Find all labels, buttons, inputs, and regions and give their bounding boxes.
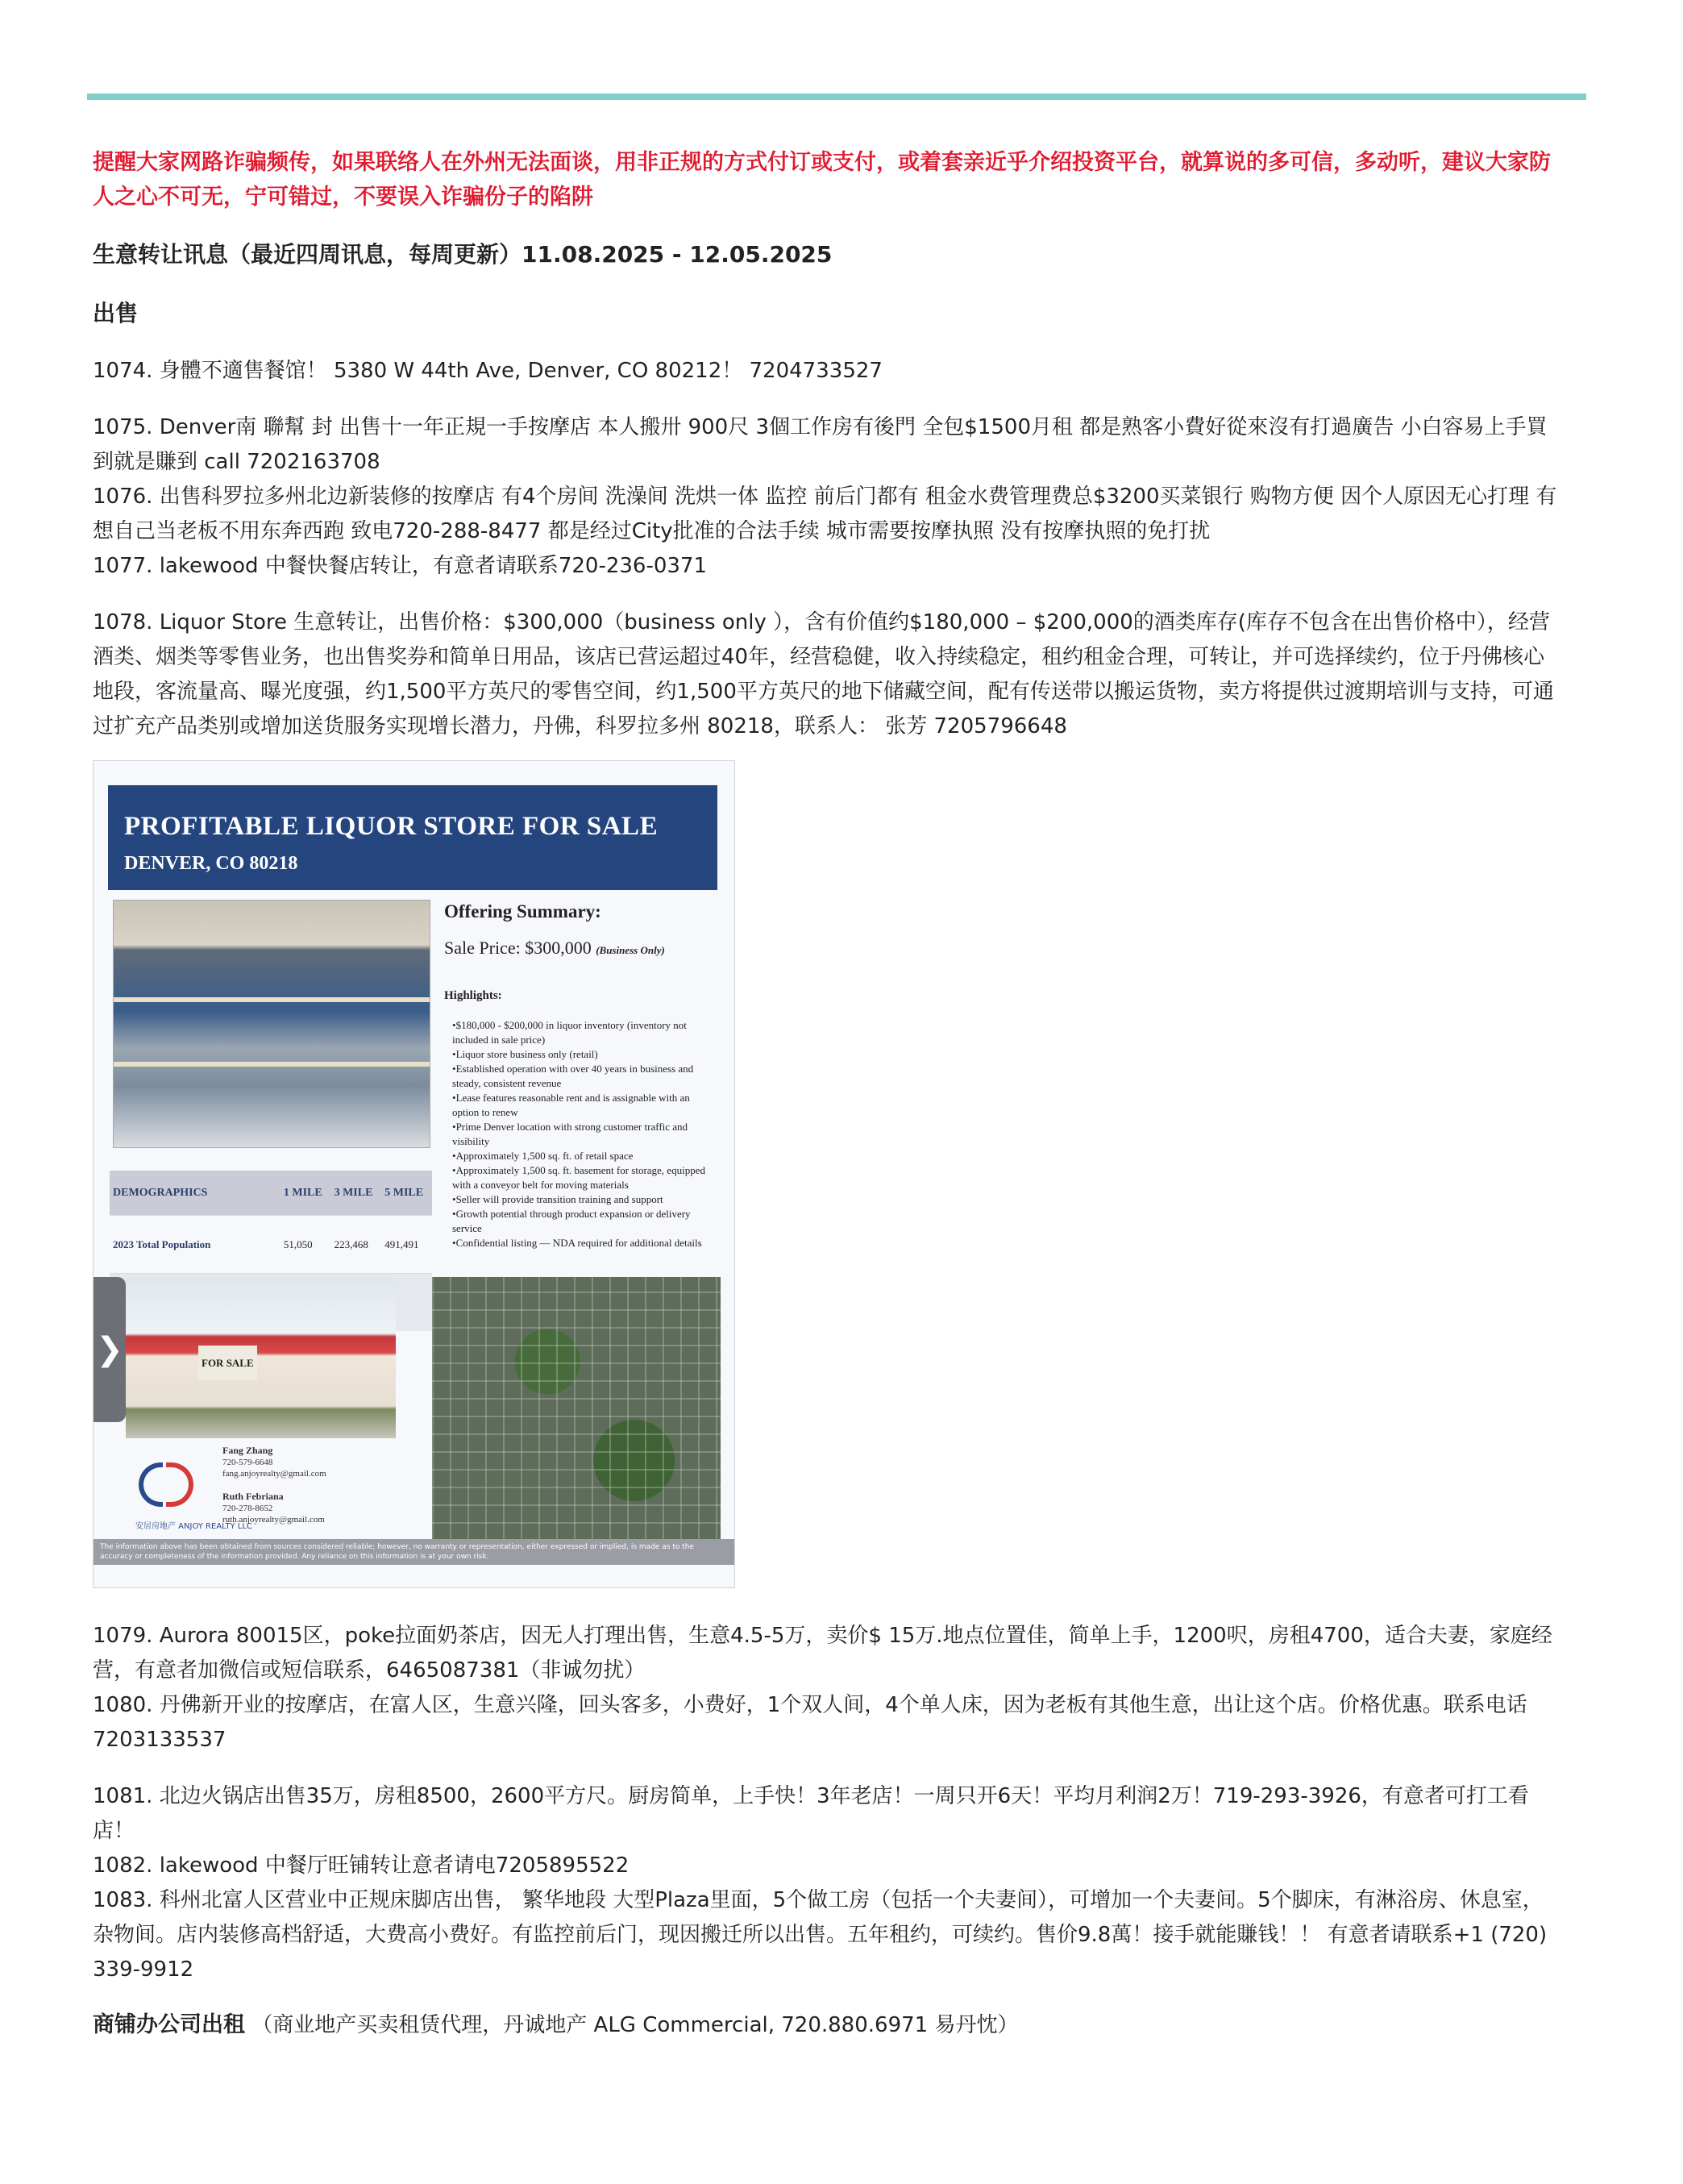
logo-text: 安居房地产 ANJOY REALTY LLC bbox=[135, 1522, 252, 1531]
list-item: 1078. Liquor Store 生意转让，出售价格：$300,000（business only ），含有价值约$180,000 – $200,000的酒类库存(库存不包含在出售价格中），经营酒类、烟类等零售业务，也出售奖券和简单日用品，该店已营运超过40年，经营稳健，收入持续稳定，租约租金合理，可转让，并可选择续约，位于丹佛核心地段，客流量高、曝光度强，约1,500平方英尺的零售空间，约1,500平方英尺的地下储藏空间，配有传送带以搬运货物，卖方将提供过渡期培训与支持，可通过扩充产品类别或增加送货服务实现增长潜力，丹佛，科罗拉多州 80218，联系人： 张芳 7205796648 bbox=[93, 610, 1554, 738]
next-arrow-button[interactable]: ❯ bbox=[94, 1277, 126, 1422]
highlights-list bbox=[444, 1018, 718, 1250]
table-header: DEMOGRAPHICS bbox=[110, 1171, 280, 1216]
listing-heading: 生意转让讯息（最近四周讯息，每周更新）11.08.2025 - 12.05.2025 bbox=[93, 241, 833, 268]
top-divider bbox=[87, 94, 1586, 100]
rent-section-note: （商业地产买卖租赁代理，丹诚地产 ALG Commercial, 720.880.6971 易丹忱） bbox=[251, 2013, 1019, 2037]
offer-title: Offering Summary: bbox=[444, 901, 601, 921]
contact-phone: 720-278-8652 bbox=[222, 1504, 273, 1513]
list-item: 1080. 丹佛新开业的按摩店，在富人区，生意兴隆，回头客多，小费好，1个双人间，4个单人床，因为老板有其他生意，出让这个店。价格优惠。联系电话7203133537 bbox=[93, 1693, 1527, 1752]
flyer-title: PROFITABLE LIQUOR STORE FOR SALE bbox=[124, 812, 659, 841]
list-item: 1076. 出售科罗拉多州北边新装修的按摩店 有4个房间 洗澡间 洗烘一体 监控 前后门都有 租金水费管理费总$3200买菜银行 购物方便 因个人原因无心打理 有想自己当老板不用东奔西跑 致电720-288-8477 都是经过City批准的合法手续 城市需要按摩执照 没有按摩执照的免打扰 bbox=[93, 485, 1557, 543]
highlight-item: • Prime Denver location with strong customer traffic and visibility bbox=[452, 1120, 718, 1149]
logo-d-shape bbox=[166, 1462, 193, 1507]
price-label: Sale Price: $300,000 bbox=[444, 938, 592, 958]
flyer-subtitle: DENVER, CO 80218 bbox=[124, 853, 298, 874]
highlight-item: • Confidential listing — NDA required for additional details bbox=[452, 1236, 718, 1250]
store-interior-photo bbox=[113, 900, 430, 1148]
table-row bbox=[110, 1216, 432, 1274]
offer-price bbox=[444, 930, 718, 967]
table-cell: 2023 Total Population bbox=[110, 1216, 280, 1274]
contact-name: Fang Zhang bbox=[222, 1445, 273, 1456]
highlight-item: • $180,000 - $200,000 in liquor inventory (inventory not included in sale price) bbox=[452, 1018, 718, 1047]
store-exterior-photo bbox=[126, 1277, 396, 1438]
shelf-line bbox=[114, 1062, 430, 1067]
table-header: 3 MILE bbox=[331, 1171, 382, 1216]
flyer-header bbox=[108, 785, 717, 890]
highlight-item: • Growth potential through product expansion or delivery service bbox=[452, 1207, 718, 1236]
list-item: 1074. 身體不適售餐馆！ 5380 W 44th Ave, Denver, CO 80212！ 7204733527 bbox=[93, 359, 883, 383]
liquor-store-flyer bbox=[93, 760, 735, 1588]
list-item: 1082. lakewood 中餐厅旺铺转让意者请电7205895522 bbox=[93, 1853, 630, 1878]
table-header: 5 MILE bbox=[381, 1171, 432, 1216]
listing-list bbox=[93, 354, 1564, 1987]
list-item: 1075. Denver南 聯幫 封 出售十一年正規一手按摩店 本人搬卅 900尺 3個工作房有後門 全包$1500月租 都是熟客小費好從來沒有打過廣告 小白容易上手買到就是賺到 call 7202163708 bbox=[93, 415, 1548, 474]
highlight-item: • Approximately 1,500 sq. ft. of retail space bbox=[452, 1149, 718, 1163]
offering-summary bbox=[444, 894, 718, 1250]
highlight-item: • Seller will provide transition training and support bbox=[452, 1192, 718, 1207]
contact-email: ruth.anjoyrealty@gmail.com bbox=[222, 1515, 325, 1525]
aerial-map-image bbox=[432, 1277, 721, 1559]
section-sale-title: 出售 bbox=[93, 300, 139, 327]
table-header: 1 MILE bbox=[280, 1171, 331, 1216]
content bbox=[93, 145, 1564, 2064]
highlights-label: Highlights: bbox=[444, 989, 502, 1002]
contact-name: Ruth Febriana bbox=[222, 1491, 284, 1502]
rent-section bbox=[93, 2007, 1564, 2043]
shelf-line bbox=[114, 997, 430, 1002]
for-sale-sign: FOR SALE bbox=[198, 1346, 257, 1380]
agent-contacts bbox=[222, 1445, 326, 1525]
flyer-disclaimer: The information above has been obtained from sources considered reliable; however, no warranty or representation, either expressed or implied, is made as to the accuracy or completeness of the information provided. Any reliance on this information is at your own risk. bbox=[94, 1539, 734, 1565]
highlight-item: • Established operation with over 40 years in business and steady, consistent revenue bbox=[452, 1062, 718, 1091]
list-item: 1077. lakewood 中餐快餐店转让，有意者请联系720-236-0371 bbox=[93, 554, 708, 578]
highlight-item: • Approximately 1,500 sq. ft. basement for storage, equipped with a conveyor belt for moving materials bbox=[452, 1163, 718, 1192]
rent-section-title: 商铺办公司出租 bbox=[93, 2012, 245, 2037]
list-item: 1083. 科州北富人区营业中正规床脚店出售， 繁华地段 大型Plaza里面，5个做工房（包括一个夫妻间），可增加一个夫妻间。5个脚床，有淋浴房、休息室，杂物间。店内装修高档舒适，大费高小费好。有监控前后门，现因搬迁所以出售。五年租约，可续约。售价9.8萬！接手就能賺钱！！ 有意者请联系+1 (720) 339-9912 bbox=[93, 1888, 1548, 1982]
table-cell: 223,468 bbox=[331, 1216, 382, 1274]
table-row bbox=[110, 1171, 432, 1216]
logo-a-shape bbox=[139, 1462, 163, 1507]
price-note: (Business Only) bbox=[596, 944, 665, 956]
table-cell: 491,491 bbox=[381, 1216, 432, 1274]
highlight-item: • Lease features reasonable rent and is assignable with an option to renew bbox=[452, 1091, 718, 1120]
contact-phone: 720-579-6648 bbox=[222, 1458, 273, 1467]
contact-email: fang.anjoyrealty@gmail.com bbox=[222, 1469, 326, 1479]
list-item: 1079. Aurora 80015区，poke拉面奶茶店，因无人打理出售，生意4.5-5万，卖价$ 15万.地点位置佳，简单上手，1200呎，房租4700，适合夫妻，家庭经营，有意者加微信或短信联系，6465087381（非诚勿扰） bbox=[93, 1624, 1552, 1683]
list-item: 1081. 北边火锅店出售35万，房租8500，2600平方尺。厨房简单，上手快！3年老店！一周只开6天！平均月利润2万！719-293-3926，有意者可打工看店！ bbox=[93, 1784, 1529, 1843]
fraud-warning: 提醒大家网路诈骗频传，如果联络人在外州无法面谈，用非正规的方式付订或支付，或着套亲近乎介绍投资平台，就算说的多可信，多动听，建议大家防人之心不可无，宁可错过，不要误入诈骗份子的陷阱 bbox=[93, 150, 1551, 210]
table-cell: 51,050 bbox=[280, 1216, 331, 1274]
highlight-item: • Liquor store business only (retail) bbox=[452, 1047, 718, 1062]
